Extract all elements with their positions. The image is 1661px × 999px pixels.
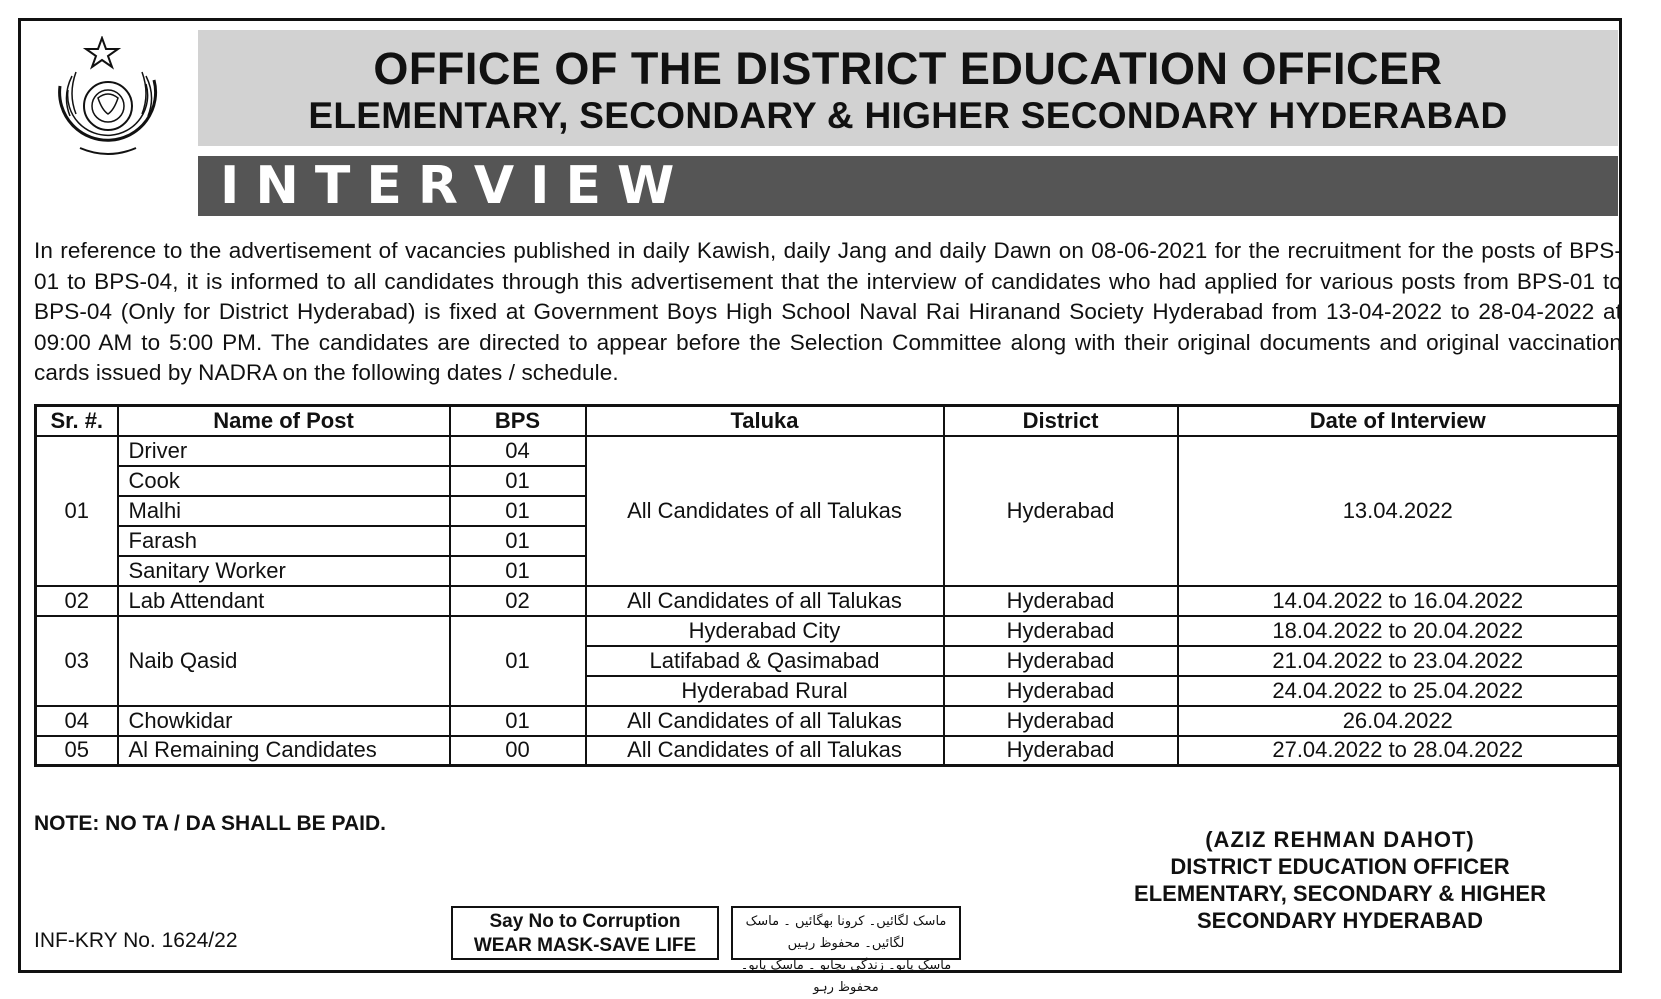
col-header-date: Date of Interview xyxy=(1178,406,1619,436)
table-row xyxy=(36,736,1619,766)
col-header-post: Name of Post xyxy=(118,406,450,436)
table-row xyxy=(36,436,1619,466)
table-row xyxy=(36,616,1619,646)
bps-cell: 01 xyxy=(450,466,586,496)
office-title: OFFICE OF THE DISTRICT EDUCATION OFFICER xyxy=(373,43,1443,94)
header-banner xyxy=(198,30,1618,146)
officer-name: (AZIZ REHMAN DAHOT) xyxy=(1205,827,1475,852)
col-header-district: District xyxy=(944,406,1178,436)
interview-schedule-table xyxy=(34,404,1620,767)
urdu-slogan-line2: ماسک پایو۔ زندگی بچایو ۔ ماسک پایو۔ محفوظ رہو xyxy=(740,958,952,995)
table-row xyxy=(36,706,1619,736)
date-cell: 27.04.2022 to 28.04.2022 xyxy=(1178,736,1619,766)
officer-title-line2: ELEMENTARY, SECONDARY & HIGHER xyxy=(1134,881,1546,906)
sr-cell: 05 xyxy=(36,736,118,766)
bps-cell: 04 xyxy=(450,436,586,466)
taluka-cell: All Candidates of all Talukas xyxy=(586,436,944,586)
bps-cell: 01 xyxy=(450,526,586,556)
taluka-cell: Latifabad & Qasimabad xyxy=(586,646,944,676)
date-cell: 14.04.2022 to 16.04.2022 xyxy=(1178,586,1619,616)
office-subtitle: ELEMENTARY, SECONDARY & HIGHER SECONDARY HYDERABAD xyxy=(308,95,1508,136)
interview-title: INTERVIEW xyxy=(220,156,691,216)
bps-cell: 02 xyxy=(450,586,586,616)
date-cell: 26.04.2022 xyxy=(1178,706,1619,736)
post-cell: Al Remaining Candidates xyxy=(118,736,450,766)
mask-slogan: WEAR MASK-SAVE LIFE xyxy=(473,935,697,956)
district-cell: Hyderabad xyxy=(944,616,1178,646)
sindh-government-emblem-icon xyxy=(42,36,174,166)
bps-cell: 01 xyxy=(450,616,586,706)
taluka-cell: Hyderabad Rural xyxy=(586,676,944,706)
anti-corruption-box xyxy=(451,906,719,960)
date-cell: 24.04.2022 to 25.04.2022 xyxy=(1178,676,1619,706)
officer-title: DISTRICT EDUCATION OFFICER xyxy=(1170,854,1510,879)
bps-cell: 00 xyxy=(450,736,586,766)
bps-cell: 01 xyxy=(450,496,586,526)
urdu-slogan-line1: ماسک لگائیں۔ کرونا بھگائیں ۔ ماسک لگائیں۔ محفوظ رہیں xyxy=(745,914,947,951)
col-header-bps: BPS xyxy=(450,406,586,436)
reference-number: INF-KRY No. 1624/22 xyxy=(34,929,238,952)
taluka-cell: All Candidates of all Talukas xyxy=(586,736,944,766)
post-cell: Lab Attendant xyxy=(118,586,450,616)
col-header-sr: Sr. #. xyxy=(36,406,118,436)
table-row xyxy=(36,586,1619,616)
district-cell: Hyderabad xyxy=(944,736,1178,766)
post-cell: Farash xyxy=(118,526,450,556)
post-cell: Malhi xyxy=(118,496,450,526)
intro-paragraph: In reference to the advertisement of vacancies published in daily Kawish, daily Jang and daily Dawn on 08-06-2021 for the recruitment for the posts of BPS-01 to BPS-04, it is informed to all candidates through this advertisement that the interview of candidates who had applied for various posts from BPS-01 to BPS-04 (Only for District Hyderabad) is fixed at Government Boys High School Naval Rai Hiranand Society Hyderabad from 13-04-2022 to 28-04-2022 at 09:00 AM to 5:00 PM. The candidates are directed to appear before the Selection Committee along with their original documents and original vaccination cards issued by NADRA on the following dates / schedule. xyxy=(34,238,1622,385)
signature-block xyxy=(1100,826,1580,934)
district-cell: Hyderabad xyxy=(944,436,1178,586)
post-cell: Chowkidar xyxy=(118,706,450,736)
district-cell: Hyderabad xyxy=(944,646,1178,676)
district-cell: Hyderabad xyxy=(944,706,1178,736)
date-cell: 18.04.2022 to 20.04.2022 xyxy=(1178,616,1619,646)
corruption-slogan: Say No to Corruption xyxy=(489,911,681,932)
date-cell: 21.04.2022 to 23.04.2022 xyxy=(1178,646,1619,676)
taluka-cell: All Candidates of all Talukas xyxy=(586,586,944,616)
post-cell: Sanitary Worker xyxy=(118,556,450,586)
taluka-cell: All Candidates of all Talukas xyxy=(586,706,944,736)
sr-cell: 01 xyxy=(36,436,118,586)
district-cell: Hyderabad xyxy=(944,586,1178,616)
officer-title-line3: SECONDARY HYDERABAD xyxy=(1196,908,1484,933)
table-header-row xyxy=(36,406,1619,436)
date-cell: 13.04.2022 xyxy=(1178,436,1619,586)
post-cell: Driver xyxy=(118,436,450,466)
urdu-slogan-box xyxy=(731,906,961,995)
post-cell: Naib Qasid xyxy=(118,616,450,706)
bps-cell: 01 xyxy=(450,706,586,736)
col-header-taluka: Taluka xyxy=(586,406,944,436)
bps-cell: 01 xyxy=(450,556,586,586)
sr-cell: 04 xyxy=(36,706,118,736)
taluka-cell: Hyderabad City xyxy=(586,616,944,646)
post-cell: Cook xyxy=(118,466,450,496)
interview-banner xyxy=(198,156,1618,216)
district-cell: Hyderabad xyxy=(944,676,1178,706)
sr-cell: 02 xyxy=(36,586,118,616)
sr-cell: 03 xyxy=(36,616,118,706)
note-text: NOTE: NO TA / DA SHALL BE PAID. xyxy=(34,812,386,835)
